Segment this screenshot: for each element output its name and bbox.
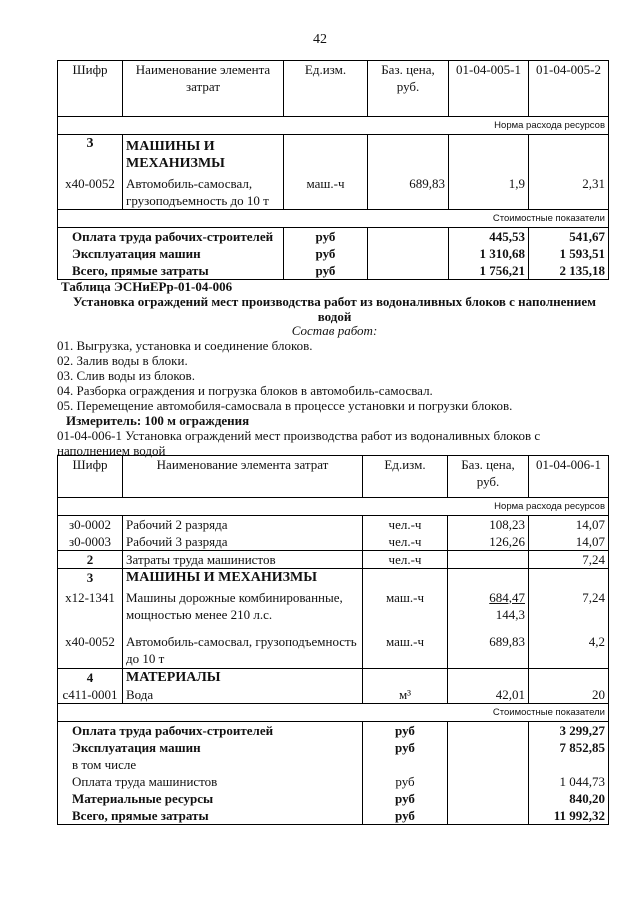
total-row	[58, 245, 609, 262]
table-row	[58, 589, 609, 633]
total-unit	[363, 756, 448, 773]
row-v1: 20	[529, 686, 609, 704]
total-row	[58, 807, 609, 825]
row-price-cell	[448, 589, 529, 633]
section-number: 4	[58, 669, 123, 687]
header-code: Шифр	[58, 456, 123, 498]
row-code: х40-0052	[58, 633, 123, 669]
total-name: Всего, прямые затраты	[58, 262, 284, 280]
total-v1: 7 852,85	[529, 739, 609, 756]
measure: Измеритель: 100 м ограждения	[66, 413, 250, 428]
row-code: х40-0052	[58, 175, 123, 210]
table-row	[58, 533, 609, 551]
row-name: Вода	[123, 686, 363, 704]
row-unit: м³	[363, 686, 448, 704]
row-name: Рабочий 2 разряда	[123, 516, 363, 534]
total-row	[58, 722, 609, 740]
total-name: Эксплуатация машин	[58, 739, 363, 756]
table-header-row	[58, 456, 609, 498]
norm-label: Норма расхода ресурсов	[58, 117, 609, 135]
total-v1: 445,53	[449, 227, 529, 245]
row-code: з0-0002	[58, 516, 123, 534]
header-unit: Ед.изм.	[284, 61, 368, 117]
norm-row	[58, 498, 609, 516]
section-number: 3	[58, 569, 123, 589]
row-unit: маш.-ч	[363, 589, 448, 633]
row-v2: 2,31	[529, 175, 609, 210]
cost-row	[58, 209, 609, 227]
row-code: х12-1341	[58, 589, 123, 633]
total-row	[58, 739, 609, 756]
row-unit: маш.-ч	[363, 633, 448, 669]
header-name: Наименование элемента затрат	[123, 61, 284, 117]
row-code: с411-0001	[58, 686, 123, 704]
row-name: Рабочий 3 разряда	[123, 533, 363, 551]
total-v1: 1 310,68	[449, 245, 529, 262]
total-unit: руб	[363, 790, 448, 807]
total-name: Эксплуатация машин	[58, 245, 284, 262]
resource-table-005	[57, 60, 609, 280]
row-unit: чел.-ч	[363, 533, 448, 551]
section-row	[58, 135, 609, 175]
row-v1: 7,24	[529, 589, 609, 633]
total-unit: руб	[363, 739, 448, 756]
row-unit: маш.-ч	[284, 175, 368, 210]
section-name: Затраты труда машинистов	[123, 551, 363, 569]
section-row	[58, 569, 609, 589]
work-item: 02. Залив воды в блоки.	[57, 353, 188, 368]
total-unit: руб	[363, 807, 448, 825]
norm-label: Норма расхода ресурсов	[58, 498, 609, 516]
section-row	[58, 551, 609, 569]
row-unit: чел.-ч	[363, 516, 448, 534]
total-row	[58, 227, 609, 245]
item-description: 01-04-006-1 Установка ограждений мест производства работ из водоналивных блоков с наполнением водой	[57, 428, 541, 458]
section-unit: чел.-ч	[363, 551, 448, 569]
section-v1: 7,24	[529, 551, 609, 569]
total-v2: 541,67	[529, 227, 609, 245]
total-row	[58, 790, 609, 807]
cost-label: Стоимостные показатели	[58, 704, 609, 722]
table-row	[58, 516, 609, 534]
row-name: Автомобиль-самосвал, грузоподъемность до 10 т	[123, 175, 284, 210]
total-unit: руб	[284, 245, 368, 262]
section-title: МАШИНЫ И МЕХАНИЗМЫ	[123, 569, 363, 589]
total-v1: 840,20	[529, 790, 609, 807]
total-name: Материальные ресурсы	[58, 790, 363, 807]
header-col1: 01-04-005-1	[449, 61, 529, 117]
header-name: Наименование элемента затрат	[123, 456, 363, 498]
page-number: 42	[313, 32, 327, 47]
total-v2: 1 593,51	[529, 245, 609, 262]
section-title: МАТЕРИАЛЫ	[123, 669, 363, 687]
total-unit: руб	[363, 722, 448, 740]
row-v1: 14,07	[529, 533, 609, 551]
resource-table-006	[57, 455, 609, 825]
header-col2: 01-04-005-2	[529, 61, 609, 117]
row-price: 689,83	[448, 633, 529, 669]
header-unit: Ед.изм.	[363, 456, 448, 498]
table-header-row	[58, 61, 609, 117]
total-unit: руб	[363, 773, 448, 790]
table-row	[58, 633, 609, 669]
row-v1: 14,07	[529, 516, 609, 534]
row-price: 126,26	[448, 533, 529, 551]
total-v1: 11 992,32	[529, 807, 609, 825]
total-v1: 3 299,27	[529, 722, 609, 740]
total-row	[58, 262, 609, 280]
row-code: з0-0003	[58, 533, 123, 551]
row-v1: 4,2	[529, 633, 609, 669]
section-number: 3	[58, 135, 123, 175]
work-item: 04. Разборка ограждения и погрузка блоков в автомобиль-самосвал.	[57, 383, 433, 398]
total-unit: руб	[284, 262, 368, 280]
total-name: в том числе	[58, 756, 363, 773]
total-v1	[529, 756, 609, 773]
header-code: Шифр	[58, 61, 123, 117]
total-name: Оплата труда рабочих-строителей	[58, 722, 363, 740]
row-name: Автомобиль-самосвал, грузоподъемность до 10 т	[123, 633, 363, 669]
section-title: МАШИНЫ И МЕХАНИЗМЫ	[123, 135, 284, 175]
table-row	[58, 686, 609, 704]
header-price: Баз. цена, руб.	[448, 456, 529, 498]
row-price-secondary: 144,3	[495, 606, 525, 622]
total-unit: руб	[284, 227, 368, 245]
row-price: 108,23	[448, 516, 529, 534]
total-name: Оплата труда машинистов	[58, 773, 363, 790]
header-price: Баз. цена, руб.	[368, 61, 449, 117]
total-name: Всего, прямые затраты	[58, 807, 363, 825]
composition-label: Состав работ:	[291, 323, 378, 338]
total-row	[58, 756, 609, 773]
work-item: 03. Слив воды из блоков.	[57, 368, 195, 383]
table-row	[58, 175, 609, 210]
work-item: 01. Выгрузка, установка и соединение блоков.	[57, 338, 313, 353]
row-name: Машины дорожные комбинированные, мощностью менее 210 л.с.	[123, 589, 363, 633]
norm-row	[58, 117, 609, 135]
table-title: Таблица ЭСНиЕРр-01-04-006	[61, 279, 233, 294]
work-item: 05. Перемещение автомобиля-самосвала в процессе установки и погрузки блоков.	[57, 398, 513, 413]
section-number: 2	[58, 551, 123, 569]
section-row	[58, 669, 609, 687]
row-price: 42,01	[448, 686, 529, 704]
cost-row	[58, 704, 609, 722]
total-v1: 1 044,73	[529, 773, 609, 790]
table-subtitle: Установка ограждений мест производства работ из водоналивных блоков с наполнением водой	[73, 294, 596, 324]
header-col1: 01-04-006-1	[529, 456, 609, 498]
total-row	[58, 773, 609, 790]
cost-label: Стоимостные показатели	[58, 209, 609, 227]
total-name: Оплата труда рабочих-строителей	[58, 227, 284, 245]
works-list	[57, 338, 617, 413]
row-price: 689,83	[368, 175, 449, 210]
row-v1: 1,9	[449, 175, 529, 210]
total-v2: 2 135,18	[529, 262, 609, 280]
total-v1: 1 756,21	[449, 262, 529, 280]
row-price: 684,47	[489, 589, 525, 605]
